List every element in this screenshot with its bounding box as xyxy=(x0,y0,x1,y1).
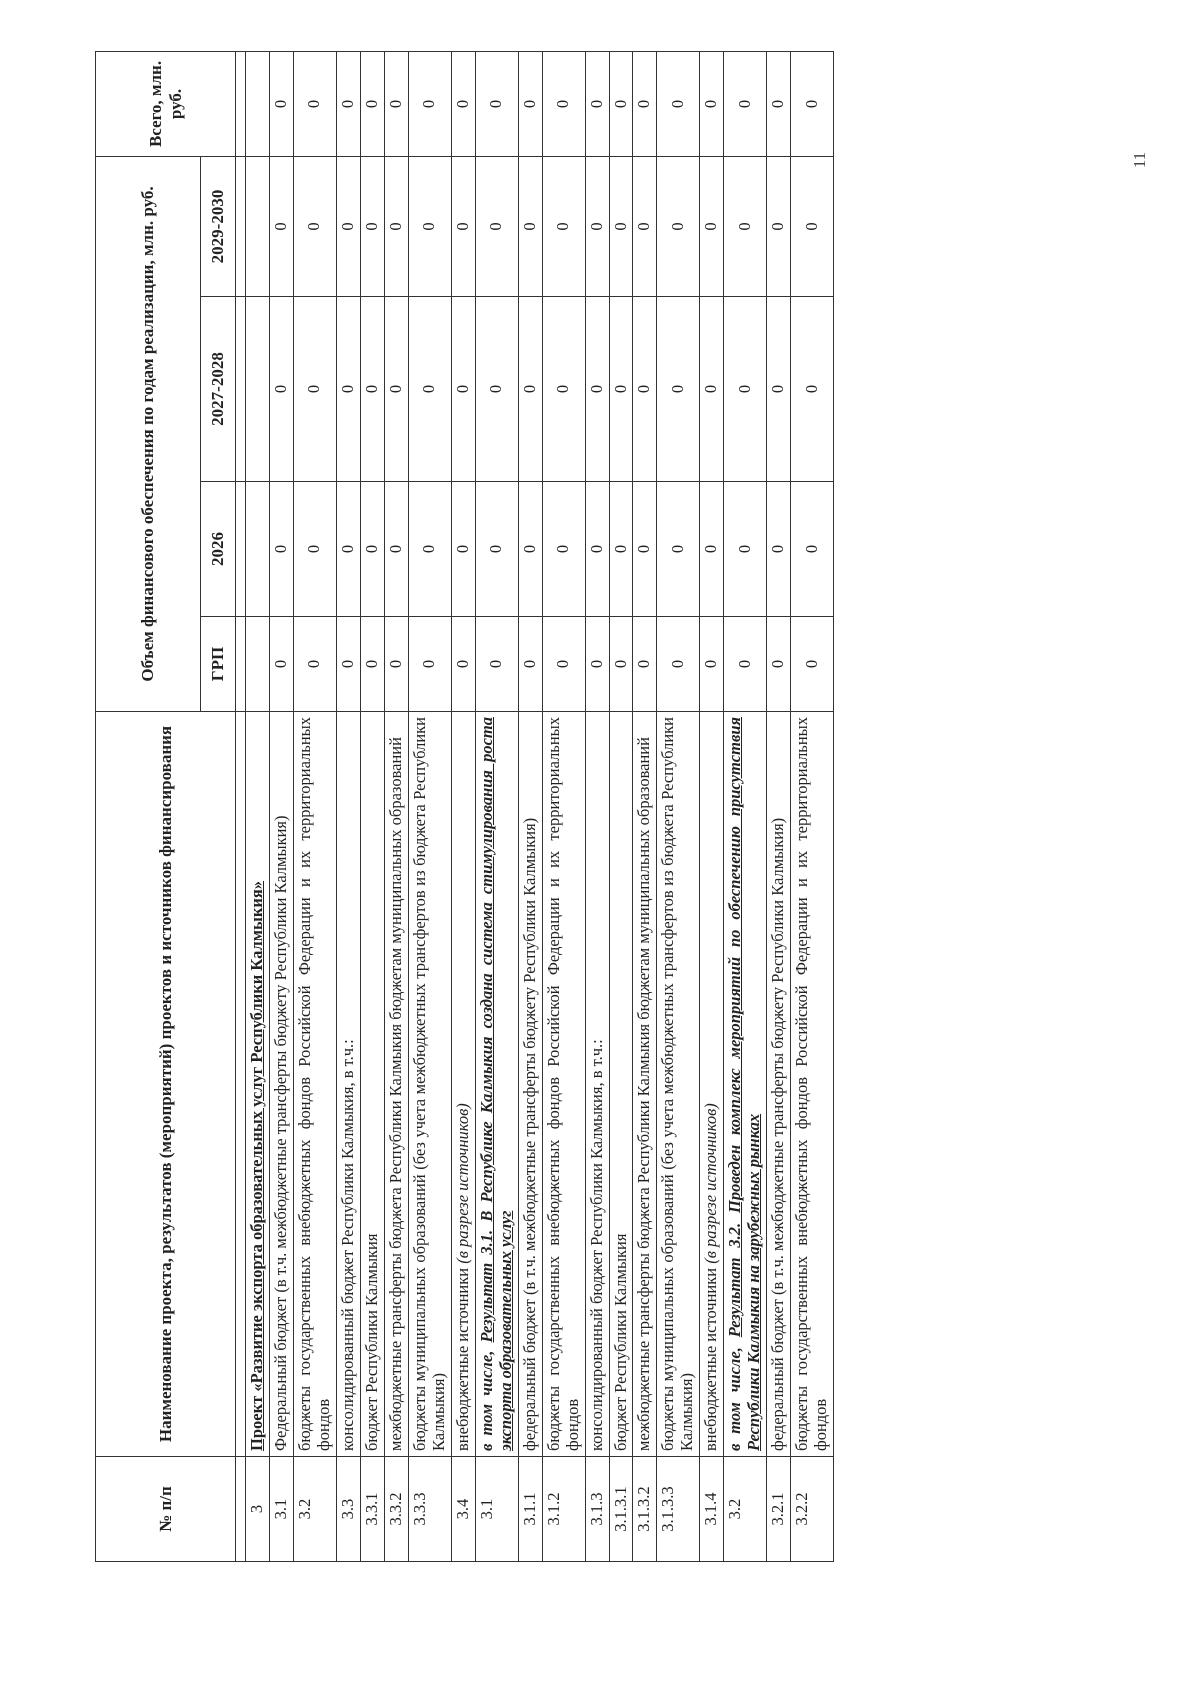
row-name-text: бюджеты государственных внебюджетных фондов Российской Федерации и их территориальных фондов xyxy=(294,717,333,1451)
row-value: 0 xyxy=(518,297,542,482)
row-value: 0 xyxy=(791,482,834,617)
table-row xyxy=(293,51,336,1561)
table-row xyxy=(633,51,657,1561)
row-code: 3.3 xyxy=(336,1457,360,1562)
row-value: 0 xyxy=(269,51,293,156)
row-name xyxy=(475,712,518,1457)
row-code: 3.1.3 xyxy=(585,1457,609,1562)
row-value: 0 xyxy=(542,51,585,156)
row-value: 0 xyxy=(336,51,360,156)
row-value: 0 xyxy=(700,482,724,617)
row-value: 0 xyxy=(609,156,633,296)
row-value: 0 xyxy=(518,156,542,296)
row-name-text: консолидированный бюджет Республики Калмыкия, в т.ч.: xyxy=(586,1039,606,1451)
row-value: 0 xyxy=(609,617,633,712)
row-name xyxy=(336,712,360,1457)
row-value: 0 xyxy=(451,297,475,482)
row-value: 0 xyxy=(293,156,336,296)
header-volume-group: Объем финансового обеспечения по годам реализации, млн. руб. xyxy=(96,156,201,711)
row-name-text: федеральный бюджет (в т.ч. межбюджетные трансферты бюджету Республики Калмыкия) xyxy=(519,817,539,1451)
row-name-text: Результат 3.1. В Республике Калмыкия создана система стимулирования роста экспорта образовательных услуг xyxy=(476,717,515,1451)
row-value: 0 xyxy=(724,297,767,482)
row-value: 0 xyxy=(384,297,408,482)
row-code: 3.1.2 xyxy=(542,1457,585,1562)
row-value: 0 xyxy=(336,156,360,296)
table-row xyxy=(475,51,518,1561)
row-name-prefix: в том числе, xyxy=(725,1347,745,1451)
row-code: 3.2 xyxy=(724,1457,767,1562)
row-value: 0 xyxy=(475,482,518,617)
row-value: 0 xyxy=(384,482,408,617)
row-value xyxy=(246,482,270,617)
table-row xyxy=(336,51,360,1561)
row-code: 3.3.1 xyxy=(360,1457,384,1562)
row-value: 0 xyxy=(791,617,834,712)
row-value: 0 xyxy=(767,482,791,617)
row-name xyxy=(246,712,270,1457)
row-value: 0 xyxy=(408,51,451,156)
table-body xyxy=(246,51,834,1561)
row-value: 0 xyxy=(791,156,834,296)
row-value: 0 xyxy=(633,51,657,156)
row-value: 0 xyxy=(657,297,700,482)
row-code: 3.1 xyxy=(475,1457,518,1562)
row-code: 3.1.3.2 xyxy=(633,1457,657,1562)
row-name-prefix: внебюджетные источники xyxy=(452,1267,472,1451)
row-name-text: (в разрезе источников) xyxy=(701,1103,721,1264)
row-value: 0 xyxy=(657,51,700,156)
row-value: 0 xyxy=(475,156,518,296)
table-row xyxy=(609,51,633,1561)
row-value: 0 xyxy=(269,617,293,712)
row-value: 0 xyxy=(633,482,657,617)
row-name xyxy=(360,712,384,1457)
row-name-text: бюджеты государственных внебюджетных фондов Российской Федерации и их территориальных фондов xyxy=(543,717,582,1451)
row-value: 0 xyxy=(767,297,791,482)
table-row xyxy=(724,51,767,1561)
row-value: 0 xyxy=(724,51,767,156)
table-row xyxy=(585,51,609,1561)
row-value: 0 xyxy=(269,297,293,482)
header-2029-2030: 2029-2030 xyxy=(201,156,236,296)
rotated-page-content xyxy=(95,52,1110,1562)
row-value: 0 xyxy=(384,617,408,712)
row-name-text: федеральный бюджет (в т.ч. межбюджетные трансферты бюджету Республики Калмыкия) xyxy=(768,817,788,1451)
row-name xyxy=(384,712,408,1457)
row-name xyxy=(609,712,633,1457)
row-name xyxy=(724,712,767,1457)
row-value: 0 xyxy=(585,482,609,617)
row-name-text: межбюджетные трансферты бюджета Республики Калмыкия бюджетам муниципальных образований xyxy=(634,737,654,1451)
table-row xyxy=(700,51,724,1561)
table-row xyxy=(408,51,451,1561)
row-value: 0 xyxy=(475,297,518,482)
row-value: 0 xyxy=(451,482,475,617)
table-row xyxy=(360,51,384,1561)
row-name-prefix: в том числе, xyxy=(476,1350,496,1451)
row-value: 0 xyxy=(293,617,336,712)
row-value: 0 xyxy=(518,51,542,156)
table-row xyxy=(246,51,270,1561)
table-row xyxy=(451,51,475,1561)
row-value: 0 xyxy=(336,617,360,712)
row-value: 0 xyxy=(269,156,293,296)
table-row xyxy=(542,51,585,1561)
row-value xyxy=(246,617,270,712)
row-name-text: бюджеты государственных внебюджетных фондов Российской Федерации и их территориальных фондов xyxy=(792,717,831,1451)
row-value: 0 xyxy=(609,482,633,617)
row-name xyxy=(791,712,834,1457)
row-value: 0 xyxy=(767,156,791,296)
row-value: 0 xyxy=(767,617,791,712)
row-value: 0 xyxy=(791,297,834,482)
row-name-text: бюджет Республики Калмыкия xyxy=(610,1233,630,1451)
row-value: 0 xyxy=(408,482,451,617)
row-value: 0 xyxy=(724,617,767,712)
row-name xyxy=(451,712,475,1457)
row-value: 0 xyxy=(609,51,633,156)
row-name xyxy=(767,712,791,1457)
row-code: 3.3.3 xyxy=(408,1457,451,1562)
row-value: 0 xyxy=(542,482,585,617)
row-code: 3.1 xyxy=(269,1457,293,1562)
row-value: 0 xyxy=(360,51,384,156)
row-value: 0 xyxy=(633,156,657,296)
row-value: 0 xyxy=(384,51,408,156)
row-value: 0 xyxy=(475,51,518,156)
row-value: 0 xyxy=(360,617,384,712)
table-row xyxy=(657,51,700,1561)
row-code: 3 xyxy=(246,1457,270,1562)
header-total: Всего, млн. руб. xyxy=(96,51,236,156)
row-value: 0 xyxy=(633,297,657,482)
row-name-text: Проект «Развитие экспорта образовательных услуг Республики Калмыкия» xyxy=(247,880,266,1451)
row-code: 3.2.2 xyxy=(791,1457,834,1562)
row-value: 0 xyxy=(360,156,384,296)
row-name xyxy=(269,712,293,1457)
row-value: 0 xyxy=(585,51,609,156)
row-name xyxy=(293,712,336,1457)
row-name-text: Результат 3.2. Проведен комплекс мероприятий по обеспечению присутствия Республики Калмыкия на зарубежных рынках xyxy=(725,717,764,1451)
header-spacer-row xyxy=(236,51,246,1561)
row-name-text: Федеральный бюджет (в т.ч. межбюджетные трансферты бюджету Республики Калмыкия) xyxy=(270,815,290,1451)
table-row xyxy=(518,51,542,1561)
row-code: 3.1.3.1 xyxy=(609,1457,633,1562)
row-value: 0 xyxy=(700,297,724,482)
row-value: 0 xyxy=(293,51,336,156)
row-name-text: консолидированный бюджет Республики Калмыкия, в т.ч.: xyxy=(337,1039,357,1451)
table-row xyxy=(767,51,791,1561)
row-code: 3.3.2 xyxy=(384,1457,408,1562)
row-value: 0 xyxy=(269,482,293,617)
page-number: 11 xyxy=(1130,151,1149,169)
row-name-text: бюджеты муниципальных образований (без учета межбюджетных трансфертов из бюджета Республики Калмыкия) xyxy=(658,717,697,1451)
row-name-text: межбюджетные трансферты бюджета Республики Калмыкия бюджетам муниципальных образований xyxy=(385,737,405,1451)
row-value: 0 xyxy=(408,617,451,712)
row-value: 0 xyxy=(293,482,336,617)
row-value: 0 xyxy=(700,617,724,712)
row-name xyxy=(542,712,585,1457)
row-value: 0 xyxy=(791,51,834,156)
row-name xyxy=(657,712,700,1457)
row-value: 0 xyxy=(633,617,657,712)
row-value: 0 xyxy=(293,297,336,482)
row-value: 0 xyxy=(542,617,585,712)
row-value: 0 xyxy=(585,297,609,482)
row-value: 0 xyxy=(700,156,724,296)
row-name-text: бюджеты муниципальных образований (без учета межбюджетных трансфертов из бюджета Республики Калмыкия) xyxy=(409,717,448,1451)
row-value: 0 xyxy=(451,51,475,156)
row-value: 0 xyxy=(657,617,700,712)
row-value: 0 xyxy=(451,156,475,296)
row-name-prefix: внебюджетные источники xyxy=(701,1267,721,1451)
row-value: 0 xyxy=(336,297,360,482)
row-value: 0 xyxy=(384,156,408,296)
table-row xyxy=(384,51,408,1561)
row-value: 0 xyxy=(475,617,518,712)
row-value: 0 xyxy=(518,617,542,712)
row-value: 0 xyxy=(657,482,700,617)
row-value: 0 xyxy=(542,297,585,482)
row-code: 3.1.1 xyxy=(518,1457,542,1562)
row-value: 0 xyxy=(408,297,451,482)
row-name xyxy=(585,712,609,1457)
header-num: № п/п xyxy=(96,1457,236,1562)
row-value: 0 xyxy=(609,297,633,482)
row-value: 0 xyxy=(360,482,384,617)
header-grp: ГРП xyxy=(201,617,236,712)
row-name xyxy=(518,712,542,1457)
row-value: 0 xyxy=(542,156,585,296)
row-value xyxy=(246,51,270,156)
table-row xyxy=(791,51,834,1561)
row-code: 3.2 xyxy=(293,1457,336,1562)
row-value: 0 xyxy=(585,617,609,712)
row-value: 0 xyxy=(724,156,767,296)
row-code: 3.2.1 xyxy=(767,1457,791,1562)
row-value: 0 xyxy=(585,156,609,296)
row-name xyxy=(408,712,451,1457)
row-name-text: (в разрезе источников) xyxy=(452,1103,472,1264)
table-row xyxy=(269,51,293,1561)
row-value: 0 xyxy=(724,482,767,617)
row-code: 3.1.3.3 xyxy=(657,1457,700,1562)
header-name: Наименование проекта, результатов (мероприятий) проектов и источников финансирования xyxy=(96,712,236,1457)
row-value: 0 xyxy=(767,51,791,156)
row-value xyxy=(246,297,270,482)
row-code: 3.1.4 xyxy=(700,1457,724,1562)
row-value xyxy=(246,156,270,296)
row-value: 0 xyxy=(518,482,542,617)
financing-table xyxy=(95,51,834,1562)
header-2026: 2026 xyxy=(201,482,236,617)
row-name xyxy=(700,712,724,1457)
row-value: 0 xyxy=(451,617,475,712)
row-value: 0 xyxy=(360,297,384,482)
row-value: 0 xyxy=(700,51,724,156)
row-value: 0 xyxy=(408,156,451,296)
row-code: 3.4 xyxy=(451,1457,475,1562)
row-value: 0 xyxy=(336,482,360,617)
row-name-text: бюджет Республики Калмыкия xyxy=(361,1233,381,1451)
header-2027-2028: 2027-2028 xyxy=(201,297,236,482)
row-name xyxy=(633,712,657,1457)
row-value: 0 xyxy=(657,156,700,296)
